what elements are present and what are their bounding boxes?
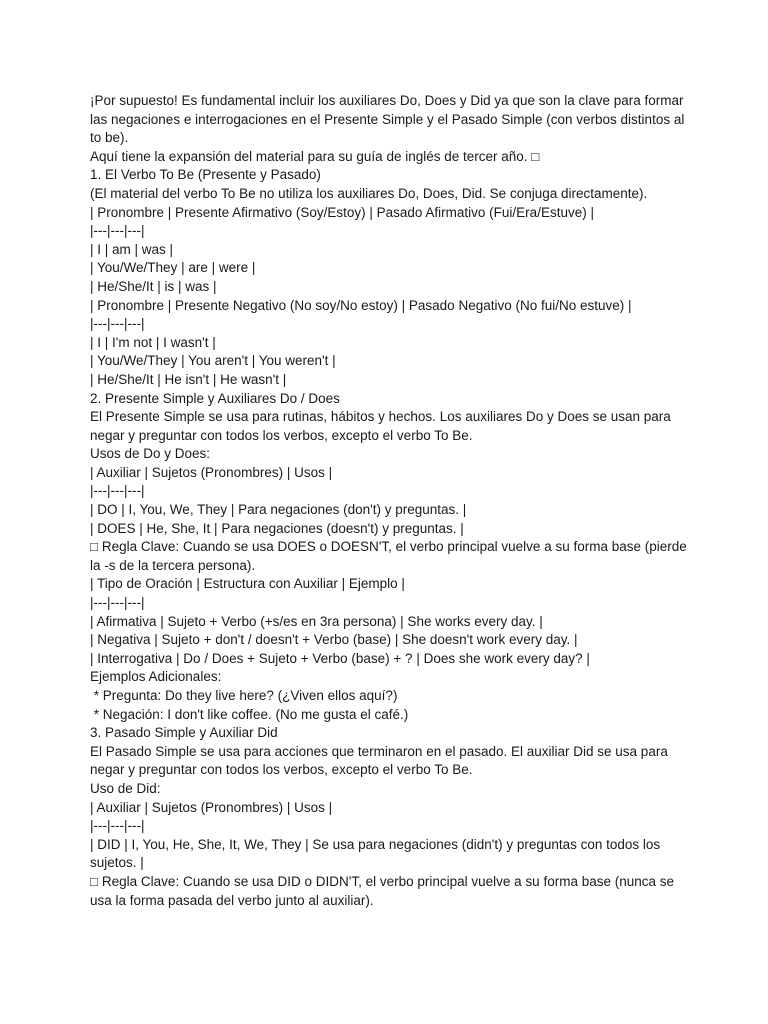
intro-note: Aquí tiene la expansión del material para su guía de inglés de tercer año. □ xyxy=(90,148,540,164)
table-row: | You/We/They | You aren't | You weren't | xyxy=(90,353,336,369)
table-row: | He/She/It | is | was | xyxy=(90,278,217,294)
table-row: | Pronombre | Presente Negativo (No soy/No estoy) | Pasado Negativo (No fui/No estuve) | xyxy=(90,297,632,313)
section-heading-2: 2. Presente Simple y Auxiliares Do / Does xyxy=(90,390,340,406)
table-row: |---|---|---| xyxy=(90,818,145,834)
table-row: |---|---|---| xyxy=(90,483,145,499)
table-row: |---|---|---| xyxy=(90,223,145,239)
intro-paragraph: ¡Por supuesto! Es fundamental incluir los auxiliares Do, Does y Did ya que son la clave para formar las negaciones e interrogaciones en el Presente Simple y el Pasado Simple (con verbos distintos al to be). xyxy=(90,93,689,146)
key-rule-note: □ Regla Clave: Cuando se usa DOES o DOESN'T, el verbo principal vuelve a su forma base (pierde la -s de la tercera persona). xyxy=(90,539,691,573)
list-item: * Negación: I don't like coffee. (No me gusta el café.) xyxy=(90,706,409,722)
table-row: | Tipo de Oración | Estructura con Auxiliar | Ejemplo | xyxy=(90,576,405,592)
table-row: | Afirmativa | Sujeto + Verbo (+s/es en 3ra persona) | She works every day. | xyxy=(90,613,543,629)
subheading: Uso de Did: xyxy=(90,780,161,796)
table-row: | Auxiliar | Sujetos (Pronombres) | Usos | xyxy=(90,464,333,480)
section-heading-3: 3. Pasado Simple y Auxiliar Did xyxy=(90,725,278,741)
table-row: | You/We/They | are | were | xyxy=(90,260,256,276)
table-row: | Negativa | Sujeto + don't / doesn't + Verbo (base) | She doesn't work every day. | xyxy=(90,632,578,648)
table-row: | Pronombre | Presente Afirmativo (Soy/Estoy) | Pasado Afirmativo (Fui/Era/Estuve) | xyxy=(90,204,594,220)
document-body xyxy=(90,92,690,910)
table-row: |---|---|---| xyxy=(90,316,145,332)
section-paragraph: El Presente Simple se usa para rutinas, hábitos y hechos. Los auxiliares Do y Does se usan para negar y preguntar con todos los verbos, excepto el verbo To Be. xyxy=(90,409,675,443)
table-row: | DO | I, You, We, They | Para negaciones (don't) y preguntas. | xyxy=(90,502,467,518)
table-row: | I | I'm not | I wasn't | xyxy=(90,334,216,350)
table-row: | Auxiliar | Sujetos (Pronombres) | Usos | xyxy=(90,799,333,815)
key-rule-note: □ Regla Clave: Cuando se usa DID o DIDN'T, el verbo principal vuelve a su forma base (nunca se usa la forma pasada del verbo junto al auxiliar). xyxy=(90,873,678,908)
list-item: * Pregunta: Do they live here? (¿Viven ellos aquí?) xyxy=(90,688,398,703)
section-heading-1: 1. El Verbo To Be (Presente y Pasado) xyxy=(90,167,321,183)
subheading: Usos de Do y Does: xyxy=(90,446,211,462)
subheading: Ejemplos Adicionales: xyxy=(90,669,222,685)
section-paragraph: El Pasado Simple se usa para acciones que terminaron en el pasado. El auxiliar Did se usa para negar y preguntar con todos los verbos, excepto el verbo To Be. xyxy=(90,743,672,778)
table-row: | I | am | was | xyxy=(90,241,174,257)
table-row: | He/She/It | He isn't | He wasn't | xyxy=(90,371,287,387)
table-row: | DOES | He, She, It | Para negaciones (doesn't) y preguntas. | xyxy=(90,520,464,536)
section-note: (El material del verbo To Be no utiliza los auxiliares Do, Does, Did. Se conjuga directamente). xyxy=(90,185,648,201)
table-row: | Interrogativa | Do / Does + Sujeto + Verbo (base) + ? | Does she work every day? | xyxy=(90,650,590,666)
table-row: |---|---|---| xyxy=(90,595,145,611)
table-row: | DID | I, You, He, She, It, We, They | Se usa para negaciones (didn't) y preguntas con todos los sujetos. | xyxy=(90,836,664,871)
